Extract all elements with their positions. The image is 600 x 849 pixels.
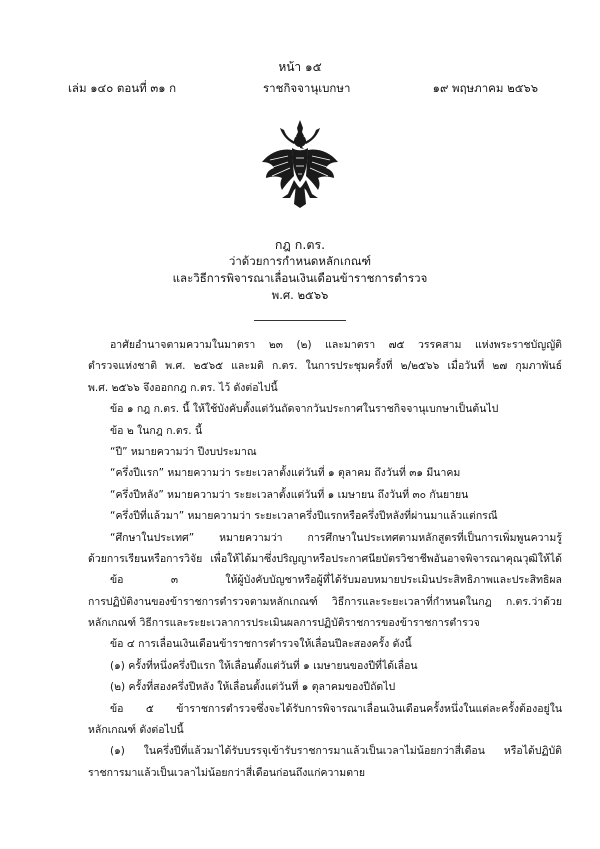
regulation-body (88, 335, 562, 784)
body-line: ข้อ ๔ การเลื่อนเงินเดือนข้าราชการตำรวจให้เลื่อนปีละสองครั้ง ดังนี้ (110, 638, 412, 651)
body-line: (๒) ครั้งที่สองครึ่งปีหลัง ให้เลื่อนตั้งแต่วันที่ ๑ ตุลาคมของปีถัดไป (110, 681, 396, 694)
regulation-title (0, 236, 600, 304)
page-number: หน้า ๑๕ (278, 60, 322, 74)
body-line: หลักเกณฑ์ วิธีการและระยะเวลาการประเมินผลการปฏิบัติราชการของข้าราชการตำรวจ (88, 617, 480, 630)
garuda-emblem-icon (258, 118, 342, 210)
body-line: หลักเกณฑ์ ดังต่อไปนี้ (88, 724, 184, 737)
body-line: ข้อ ๒ ในกฎ ก.ตร. นี้ (110, 424, 203, 437)
body-line: “ครึ่งปีหลัง” หมายความว่า ระยะเวลาตั้งแต่วันที่ ๑ เมษายน ถึงวันที่ ๓๐ กันยายน (110, 488, 469, 501)
title-line-3: และวิธีการพิจารณาเลื่อนเงินเดือนข้าราชการตำรวจ (172, 271, 428, 285)
body-line: ข้อ ๓ ให้ผู้บังคับบัญชาหรือผู้ที่ได้รับมอบหมายประเมินประสิทธิภาพและประสิทธิผล (110, 574, 562, 587)
body-line: “ศึกษาในประเทศ” หมายความว่า การศึกษาในประเทศตามหลักสูตรที่เป็นการเพิ่มพูนความรู้ (110, 531, 562, 544)
running-header (68, 80, 538, 96)
body-line: พ.ศ. ๒๕๖๖ จึงออกกฎ ก.ตร. ไว้ ดังต่อไปนี้ (88, 381, 278, 394)
body-line: การปฏิบัติงานของข้าราชการตำรวจตามหลักเกณฑ์ วิธีการและระยะเวลาที่กำหนดในกฎ ก.ตร.ว่าด้วย (88, 595, 562, 608)
body-line: “ครึ่งปีแรก” หมายความว่า ระยะเวลาตั้งแต่วันที่ ๑ ตุลาคม ถึงวันที่ ๓๑ มีนาคม (110, 467, 461, 480)
body-line: อาศัยอำนาจตามความในมาตรา ๒๓ (๒) และมาตรา ๗๕ วรรคสาม แห่งพระราชบัญญัติ (110, 339, 562, 351)
title-divider (254, 320, 346, 321)
publication-date: ๑๙ พฤษภาคม ๒๕๖๖ (432, 81, 538, 95)
volume-issue: เล่ม ๑๔๐ ตอนที่ ๓๑ ก (68, 81, 177, 95)
title-line-2: ว่าด้วยการกำหนดหลักเกณฑ์ (228, 254, 372, 268)
body-line: ด้วยการเรียนหรือการวิจัย เพื่อให้ได้มาซึ่งปริญญาหรือประกาศนียบัตรวิชาชีพอันอาจพิจารณาคุณวุฒิให้ได้ (88, 552, 562, 565)
body-line: “ปี” หมายความว่า ปีงบประมาณ (110, 445, 257, 458)
body-line: ตำรวจแห่งชาติ พ.ศ. ๒๕๖๕ และมติ ก.ตร. ในการประชุมครั้งที่ ๒/๒๕๖๖ เมื่อวันที่ ๒๗ กุมภาพันธ์ (88, 360, 562, 373)
body-line: (๑) ครั้งที่หนึ่งครึ่งปีแรก ให้เลื่อนตั้งแต่วันที่ ๑ เมษายนของปีที่ได้เลื่อน (110, 659, 418, 672)
body-line: ราชการมาแล้วเป็นเวลาไม่น้อยกว่าสี่เดือนก่อนถึงแก่ความตาย (88, 766, 366, 779)
title-line-4: พ.ศ. ๒๕๖๖ (271, 288, 329, 302)
publication-name: ราชกิจจานุเบกษา (263, 81, 351, 95)
body-line: ข้อ ๑ กฎ ก.ตร. นี้ ให้ใช้บังคับตั้งแต่วันถัดจากวันประกาศในราชกิจจานุเบกษาเป็นต้นไป (110, 403, 499, 416)
title-line-1: กฎ ก.ตร. (274, 237, 326, 252)
body-line: (๑) ในครึ่งปีที่แล้วมาได้รับบรรจุเข้ารับราชการมาแล้วเป็นเวลาไม่น้อยกว่าสี่เดือน หรือได้ปฏิบัติ (110, 745, 562, 758)
body-line: ข้อ ๕ ข้าราชการตำรวจซึ่งจะได้รับการพิจารณาเลื่อนเงินเดือนครั้งหนึ่งในแต่ละครั้งต้องอยู่ใน (110, 702, 562, 715)
body-line: “ครึ่งปีที่แล้วมา” หมายความว่า ระยะเวลาครึ่งปีแรกหรือครึ่งปีหลังที่ผ่านมาแล้วแต่กรณี (110, 510, 498, 523)
